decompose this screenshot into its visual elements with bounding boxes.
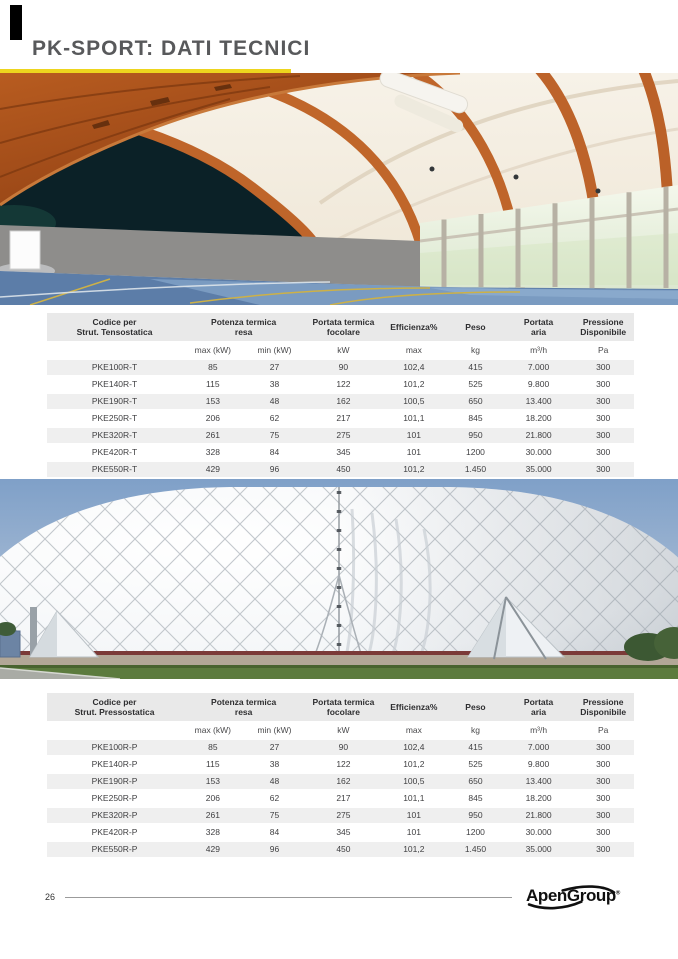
- unit-cell: max: [382, 723, 447, 738]
- corner-mark: [10, 5, 22, 40]
- value-cell: 300: [572, 411, 634, 426]
- value-cell: 429: [182, 462, 244, 477]
- table-row: [47, 411, 634, 426]
- value-cell: 300: [572, 740, 634, 755]
- sports-hall-illustration: [0, 73, 678, 305]
- value-cell: 115: [182, 377, 244, 392]
- table-row: [47, 825, 634, 840]
- value-cell: 300: [572, 462, 634, 477]
- unit-cell: m³/h: [505, 723, 573, 738]
- value-cell: 328: [182, 825, 244, 840]
- model-code-cell: PKE420R-P: [47, 825, 182, 840]
- value-cell: 300: [572, 757, 634, 772]
- value-cell: 206: [182, 791, 244, 806]
- table-row: [47, 377, 634, 392]
- apengroup-logo: [526, 884, 618, 910]
- unit-cell: kg: [446, 723, 505, 738]
- value-cell: 35.000: [505, 462, 573, 477]
- model-code-cell: PKE550R-T: [47, 462, 182, 477]
- value-cell: 9.800: [505, 757, 573, 772]
- value-cell: 101,1: [382, 791, 447, 806]
- value-cell: 415: [446, 740, 505, 755]
- table-row: [47, 462, 634, 477]
- model-code-cell: PKE420R-T: [47, 445, 182, 460]
- value-cell: 7.000: [505, 360, 573, 375]
- value-cell: 75: [244, 428, 306, 443]
- value-cell: 102,4: [382, 740, 447, 755]
- value-cell: 21.800: [505, 808, 573, 823]
- value-cell: 261: [182, 808, 244, 823]
- value-cell: 62: [244, 411, 306, 426]
- unit-row: [47, 343, 634, 358]
- table-row: [47, 842, 634, 857]
- sports-hall-photo: [0, 73, 678, 305]
- model-code-cell: PKE100R-P: [47, 740, 182, 755]
- value-cell: 84: [244, 445, 306, 460]
- value-cell: 27: [244, 740, 306, 755]
- unit-cell: kW: [305, 723, 381, 738]
- value-cell: 101,2: [382, 757, 447, 772]
- value-cell: 450: [305, 842, 381, 857]
- value-cell: 275: [305, 808, 381, 823]
- unit-cell: min (kW): [244, 723, 306, 738]
- value-cell: 75: [244, 808, 306, 823]
- table-row: [47, 740, 634, 755]
- value-cell: 101: [382, 445, 447, 460]
- unit-cell: Pa: [572, 723, 634, 738]
- value-cell: 950: [446, 808, 505, 823]
- value-cell: 1.450: [446, 842, 505, 857]
- value-cell: 13.400: [505, 394, 573, 409]
- registered-mark: ®: [615, 889, 620, 896]
- model-code-cell: PKE250R-T: [47, 411, 182, 426]
- value-cell: 101: [382, 428, 447, 443]
- air-dome-photo: [0, 479, 678, 679]
- table-row: [47, 445, 634, 460]
- col-header-codice: Codice per Strut. Tensostatica: [47, 313, 182, 341]
- value-cell: 275: [305, 428, 381, 443]
- col-header-efficienza: Efficienza%: [382, 693, 447, 721]
- value-cell: 101,2: [382, 842, 447, 857]
- unit-cell: max (kW): [182, 343, 244, 358]
- value-cell: 9.800: [505, 377, 573, 392]
- col-header-pressione: Pressione Disponibile: [572, 693, 634, 721]
- value-cell: 18.200: [505, 411, 573, 426]
- value-cell: 100,5: [382, 774, 447, 789]
- unit-cell: kW: [305, 343, 381, 358]
- table-row: [47, 360, 634, 375]
- value-cell: 90: [305, 740, 381, 755]
- value-cell: 415: [446, 360, 505, 375]
- value-cell: 48: [244, 394, 306, 409]
- value-cell: 18.200: [505, 791, 573, 806]
- value-cell: 650: [446, 774, 505, 789]
- col-header-codice: Codice per Strut. Pressostatica: [47, 693, 182, 721]
- value-cell: 328: [182, 445, 244, 460]
- value-cell: 30.000: [505, 445, 573, 460]
- col-header-potenza: Potenza termica resa: [182, 693, 305, 721]
- tensostatic-table: [47, 311, 634, 479]
- col-header-efficienza: Efficienza%: [382, 313, 447, 341]
- value-cell: 85: [182, 740, 244, 755]
- air-dome-illustration: [0, 479, 678, 679]
- unit-row: [47, 723, 634, 738]
- col-header-peso: Peso: [446, 693, 505, 721]
- brand-text: ApenGroup®: [526, 885, 620, 905]
- col-header-portata-focolare: Portata termica focolare: [305, 313, 381, 341]
- value-cell: 96: [244, 462, 306, 477]
- value-cell: 217: [305, 411, 381, 426]
- value-cell: 27: [244, 360, 306, 375]
- value-cell: 525: [446, 757, 505, 772]
- value-cell: 101,2: [382, 377, 447, 392]
- unit-cell: m³/h: [505, 343, 573, 358]
- table-row: [47, 394, 634, 409]
- value-cell: 101: [382, 808, 447, 823]
- value-cell: 38: [244, 377, 306, 392]
- value-cell: 30.000: [505, 825, 573, 840]
- value-cell: 950: [446, 428, 505, 443]
- value-cell: 261: [182, 428, 244, 443]
- pressostatic-table: [47, 691, 634, 859]
- table-row: [47, 791, 634, 806]
- value-cell: 429: [182, 842, 244, 857]
- tensostatic-table-body: [47, 360, 634, 477]
- value-cell: 217: [305, 791, 381, 806]
- col-header-portata-aria: Portata aria: [505, 693, 573, 721]
- unit-cell: min (kW): [244, 343, 306, 358]
- unit-cell: Pa: [572, 343, 634, 358]
- value-cell: 122: [305, 377, 381, 392]
- table-row: [47, 808, 634, 823]
- value-cell: 122: [305, 757, 381, 772]
- model-code-cell: PKE190R-P: [47, 774, 182, 789]
- table-row: [47, 774, 634, 789]
- page-footer: [45, 885, 618, 909]
- value-cell: 96: [244, 842, 306, 857]
- unit-cell: max (kW): [182, 723, 244, 738]
- value-cell: 650: [446, 394, 505, 409]
- col-header-portata-aria: Portata aria: [505, 313, 573, 341]
- value-cell: 345: [305, 825, 381, 840]
- model-code-cell: PKE320R-P: [47, 808, 182, 823]
- value-cell: 300: [572, 445, 634, 460]
- unit-cell: [47, 723, 182, 738]
- value-cell: 1200: [446, 445, 505, 460]
- value-cell: 38: [244, 757, 306, 772]
- value-cell: 300: [572, 808, 634, 823]
- col-header-pressione: Pressione Disponibile: [572, 313, 634, 341]
- page-number: 26: [45, 891, 56, 902]
- model-code-cell: PKE320R-T: [47, 428, 182, 443]
- value-cell: 300: [572, 394, 634, 409]
- unit-cell: max: [382, 343, 447, 358]
- table-row: [47, 428, 634, 443]
- value-cell: 21.800: [505, 428, 573, 443]
- model-code-cell: PKE140R-T: [47, 377, 182, 392]
- value-cell: 101: [382, 825, 447, 840]
- model-code-cell: PKE190R-T: [47, 394, 182, 409]
- value-cell: 48: [244, 774, 306, 789]
- value-cell: 153: [182, 394, 244, 409]
- value-cell: 300: [572, 791, 634, 806]
- value-cell: 7.000: [505, 740, 573, 755]
- value-cell: 62: [244, 791, 306, 806]
- value-cell: 300: [572, 360, 634, 375]
- value-cell: 101,2: [382, 462, 447, 477]
- col-header-portata-focolare: Portata termica focolare: [305, 693, 381, 721]
- value-cell: 102,4: [382, 360, 447, 375]
- page-title: PK-SPORT: DATI TECNICI: [32, 37, 311, 60]
- model-code-cell: PKE100R-T: [47, 360, 182, 375]
- value-cell: 153: [182, 774, 244, 789]
- model-code-cell: PKE250R-P: [47, 791, 182, 806]
- unit-cell: kg: [446, 343, 505, 358]
- value-cell: 162: [305, 774, 381, 789]
- pressostatic-table-body: [47, 740, 634, 857]
- model-code-cell: PKE550R-P: [47, 842, 182, 857]
- value-cell: 101,1: [382, 411, 447, 426]
- table-row: [47, 757, 634, 772]
- value-cell: 84: [244, 825, 306, 840]
- value-cell: 300: [572, 825, 634, 840]
- model-code-cell: PKE140R-P: [47, 757, 182, 772]
- value-cell: 845: [446, 791, 505, 806]
- value-cell: 525: [446, 377, 505, 392]
- value-cell: 300: [572, 842, 634, 857]
- value-cell: 345: [305, 445, 381, 460]
- value-cell: 35.000: [505, 842, 573, 857]
- unit-cell: [47, 343, 182, 358]
- value-cell: 162: [305, 394, 381, 409]
- value-cell: 300: [572, 377, 634, 392]
- col-header-peso: Peso: [446, 313, 505, 341]
- value-cell: 115: [182, 757, 244, 772]
- col-header-potenza: Potenza termica resa: [182, 313, 305, 341]
- footer-rule: [65, 897, 512, 898]
- value-cell: 845: [446, 411, 505, 426]
- value-cell: 300: [572, 428, 634, 443]
- value-cell: 90: [305, 360, 381, 375]
- value-cell: 100,5: [382, 394, 447, 409]
- value-cell: 1.450: [446, 462, 505, 477]
- value-cell: 450: [305, 462, 381, 477]
- value-cell: 13.400: [505, 774, 573, 789]
- value-cell: 300: [572, 774, 634, 789]
- value-cell: 206: [182, 411, 244, 426]
- value-cell: 85: [182, 360, 244, 375]
- value-cell: 1200: [446, 825, 505, 840]
